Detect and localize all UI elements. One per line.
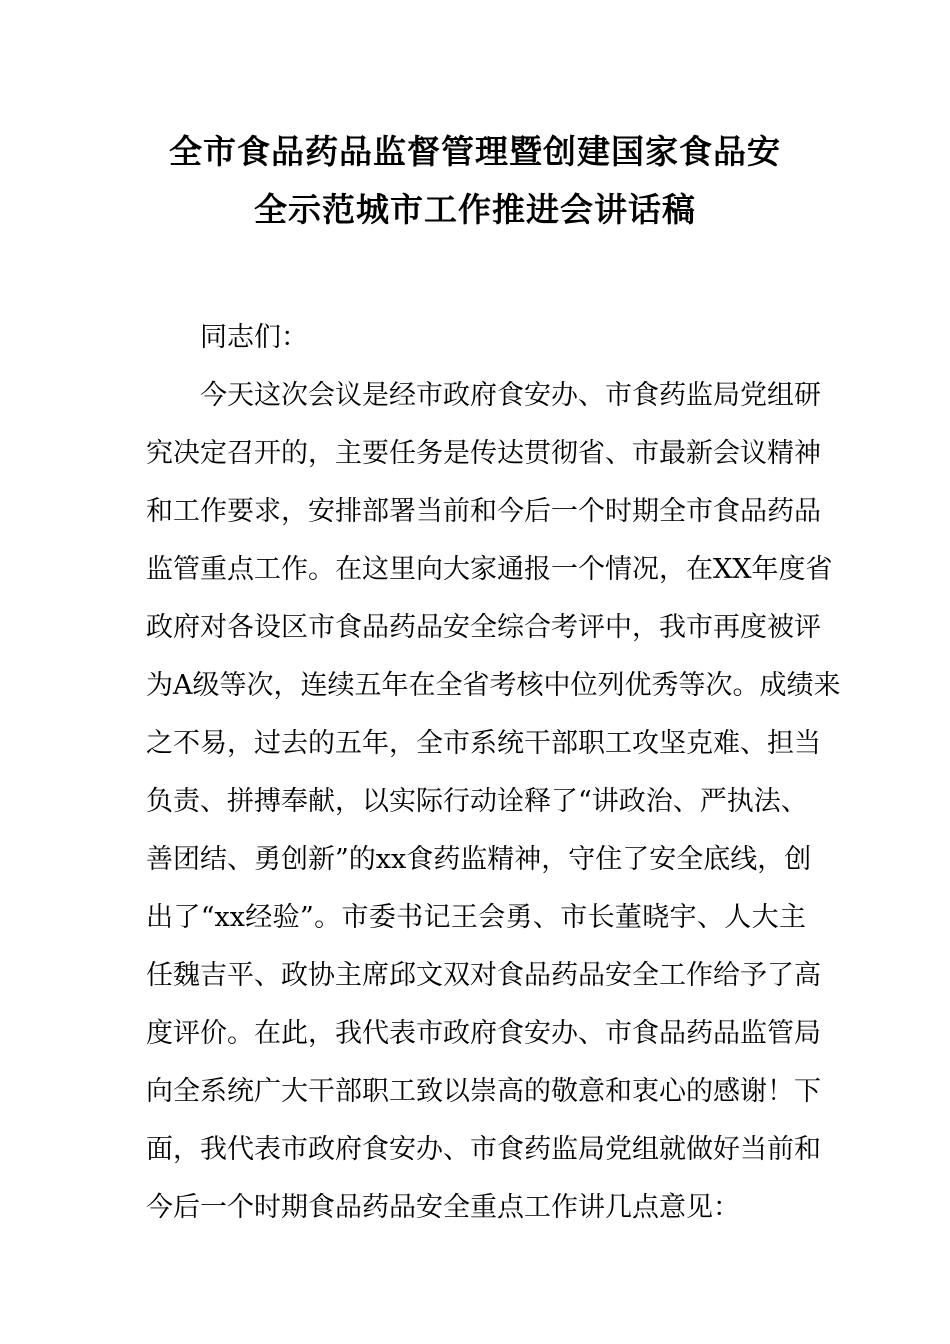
paragraph-line: 度评价。在此，我代表市政府食安办、市食品药品监管局 [146,1018,821,1049]
paragraph-line: 出了“xx经验”。市委书记王会勇、市长董晓宇、人大主 [146,902,806,933]
paragraph-line: 政府对各设区市食品药品安全综合考评中，我市再度被评 [146,612,821,643]
paragraph-line: 任魏吉平、政协主席邱文双对食品药品安全工作给予了高 [146,960,821,991]
paragraph-line: 负责、拼搏奉献，以实际行动诠释了“讲政治、严执法、 [146,786,808,817]
paragraph-line: 监管重点工作。在这里向大家通报一个情况，在XX年度省 [146,554,833,585]
document-title-line-1: 全市食品药品监督管理暨创建国家食品安 [169,132,781,171]
paragraph-line: 究决定召开的，主要任务是传达贯彻省、市最新会议精神 [146,438,821,469]
paragraph-line: 和工作要求，安排部署当前和今后一个时期全市食品药品 [146,496,821,527]
document-title-line-2: 全示范城市工作推进会讲话稿 [254,190,696,229]
paragraph-line: 善团结、勇创新”的xx食药监精神，守住了安全底线，创 [146,844,812,875]
paragraph-line-last: 今后一个时期食品药品安全重点工作讲几点意见： [146,1192,740,1223]
paragraph-line: 面，我代表市政府食安办、市食药监局党组就做好当前和 [146,1134,821,1165]
paragraph-line: 之不易，过去的五年，全市系统干部职工攻坚克难、担当 [146,728,821,759]
paragraph-line: 向全系统广大干部职工致以崇高的敬意和衷心的感谢！下 [146,1076,821,1107]
paragraph-line: 为A级等次，连续五年在全省考核中位列优秀等次。成绩来 [146,670,841,701]
salutation: 同志们： [200,322,308,353]
paragraph-line: 今天这次会议是经市政府食安办、市食药监局党组研 [200,380,821,411]
